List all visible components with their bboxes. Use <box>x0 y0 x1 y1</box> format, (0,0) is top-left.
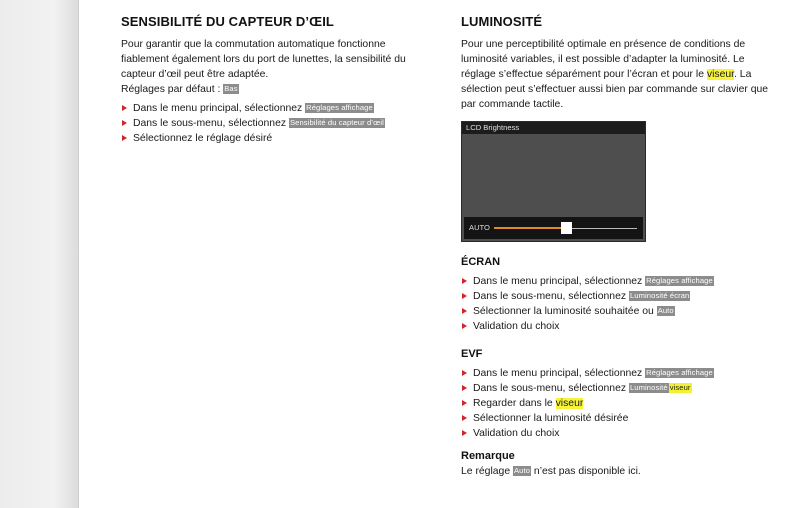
step-text: Dans le menu principal, sélectionnez <box>473 276 646 287</box>
intro-line: fiablement également lors du port de lunettes, la sensibilité du <box>121 54 406 65</box>
step-text: Dans le menu principal, sélectionnez <box>133 103 306 114</box>
intro-line: . La <box>734 69 752 80</box>
menu-chip: Auto <box>657 306 674 315</box>
step-text: Dans le sous-menu, sélectionnez <box>473 291 629 302</box>
list-item <box>461 411 786 426</box>
evf-steps-list <box>461 366 786 441</box>
list-item <box>461 426 786 441</box>
intro-line: réglage s’effectue séparément pour l’écran et pour le <box>461 69 707 80</box>
intro-paragraph <box>121 37 431 97</box>
menu-chip-highlighted: viseur <box>669 383 691 392</box>
default-label: Réglages par défaut : <box>121 84 224 95</box>
step-text: Regarder dans le <box>473 398 556 409</box>
menu-chip: Réglages affichage <box>306 103 373 112</box>
auto-label: AUTO <box>469 223 490 232</box>
brightness-section <box>461 14 786 479</box>
subsection-title-evf: EVF <box>461 348 483 360</box>
step-text: Sélectionner la luminosité désirée <box>473 413 629 424</box>
list-item <box>121 116 431 131</box>
list-item <box>461 396 786 411</box>
intro-line: Pour garantir que la commutation automatique fonctionne <box>121 39 386 50</box>
menu-chip: Auto <box>514 466 531 475</box>
intro-line: luminosité variables, il est possible d’adapter la luminosité. Le <box>461 54 745 65</box>
section-title: LUMINOSITÉ <box>461 14 543 29</box>
step-text: Dans le sous-menu, sélectionnez <box>133 118 289 129</box>
section-title: SENSIBILITÉ DU CAPTEUR D’ŒIL <box>121 14 334 29</box>
step-text: Sélectionner la luminosité souhaitée ou <box>473 306 657 317</box>
slider-knob <box>561 222 572 234</box>
list-item <box>121 131 431 146</box>
slider-fill <box>494 227 566 229</box>
list-item <box>461 319 786 334</box>
subsection-title-ecran: ÉCRAN <box>461 256 501 268</box>
intro-line: Pour une perceptibilité optimale en présence de conditions de <box>461 39 746 50</box>
list-item <box>461 304 786 319</box>
remark-text <box>461 464 786 479</box>
brightness-slider-bar <box>464 217 643 239</box>
list-item <box>461 366 786 381</box>
list-item <box>461 274 786 289</box>
intro-paragraph <box>461 37 786 112</box>
list-item <box>461 289 786 304</box>
page-edge-shadow <box>0 0 79 508</box>
step-text: Dans le menu principal, sélectionnez <box>473 368 646 379</box>
list-item <box>461 381 786 396</box>
menu-chip: Réglages affichage <box>646 368 713 377</box>
step-text: Validation du choix <box>473 321 560 332</box>
lcd-brightness-screenshot <box>461 121 646 242</box>
menu-chip: Luminosité écran <box>629 291 690 300</box>
remark-part: n’est pas disponible ici. <box>531 466 641 477</box>
intro-line: capteur d’œil peut être adaptée. <box>121 69 269 80</box>
screen-title: LCD Brightness <box>462 122 645 134</box>
intro-line: par commande tactile. <box>461 99 564 110</box>
step-text: Validation du choix <box>473 428 560 439</box>
steps-list <box>121 101 431 146</box>
remark-title: Remarque <box>461 450 515 462</box>
step-text: Dans le sous-menu, sélectionnez <box>473 383 629 394</box>
menu-chip: Luminosité <box>629 383 668 392</box>
menu-chip: Réglages affichage <box>646 276 713 285</box>
highlighted-word: viseur <box>555 398 584 409</box>
step-text: Sélectionnez le réglage désiré <box>133 133 273 144</box>
menu-chip: Sensibilité du capteur d’œil <box>289 118 384 127</box>
ecran-steps-list <box>461 274 786 334</box>
intro-line: sélection peut s’effectuer aussi bien par commande sur clavier que <box>461 84 769 95</box>
highlighted-word: viseur <box>706 69 735 80</box>
remark-part: Le réglage <box>461 466 513 477</box>
default-value-chip: Bas <box>224 84 238 93</box>
eye-sensor-section <box>121 14 431 146</box>
list-item <box>121 101 431 116</box>
